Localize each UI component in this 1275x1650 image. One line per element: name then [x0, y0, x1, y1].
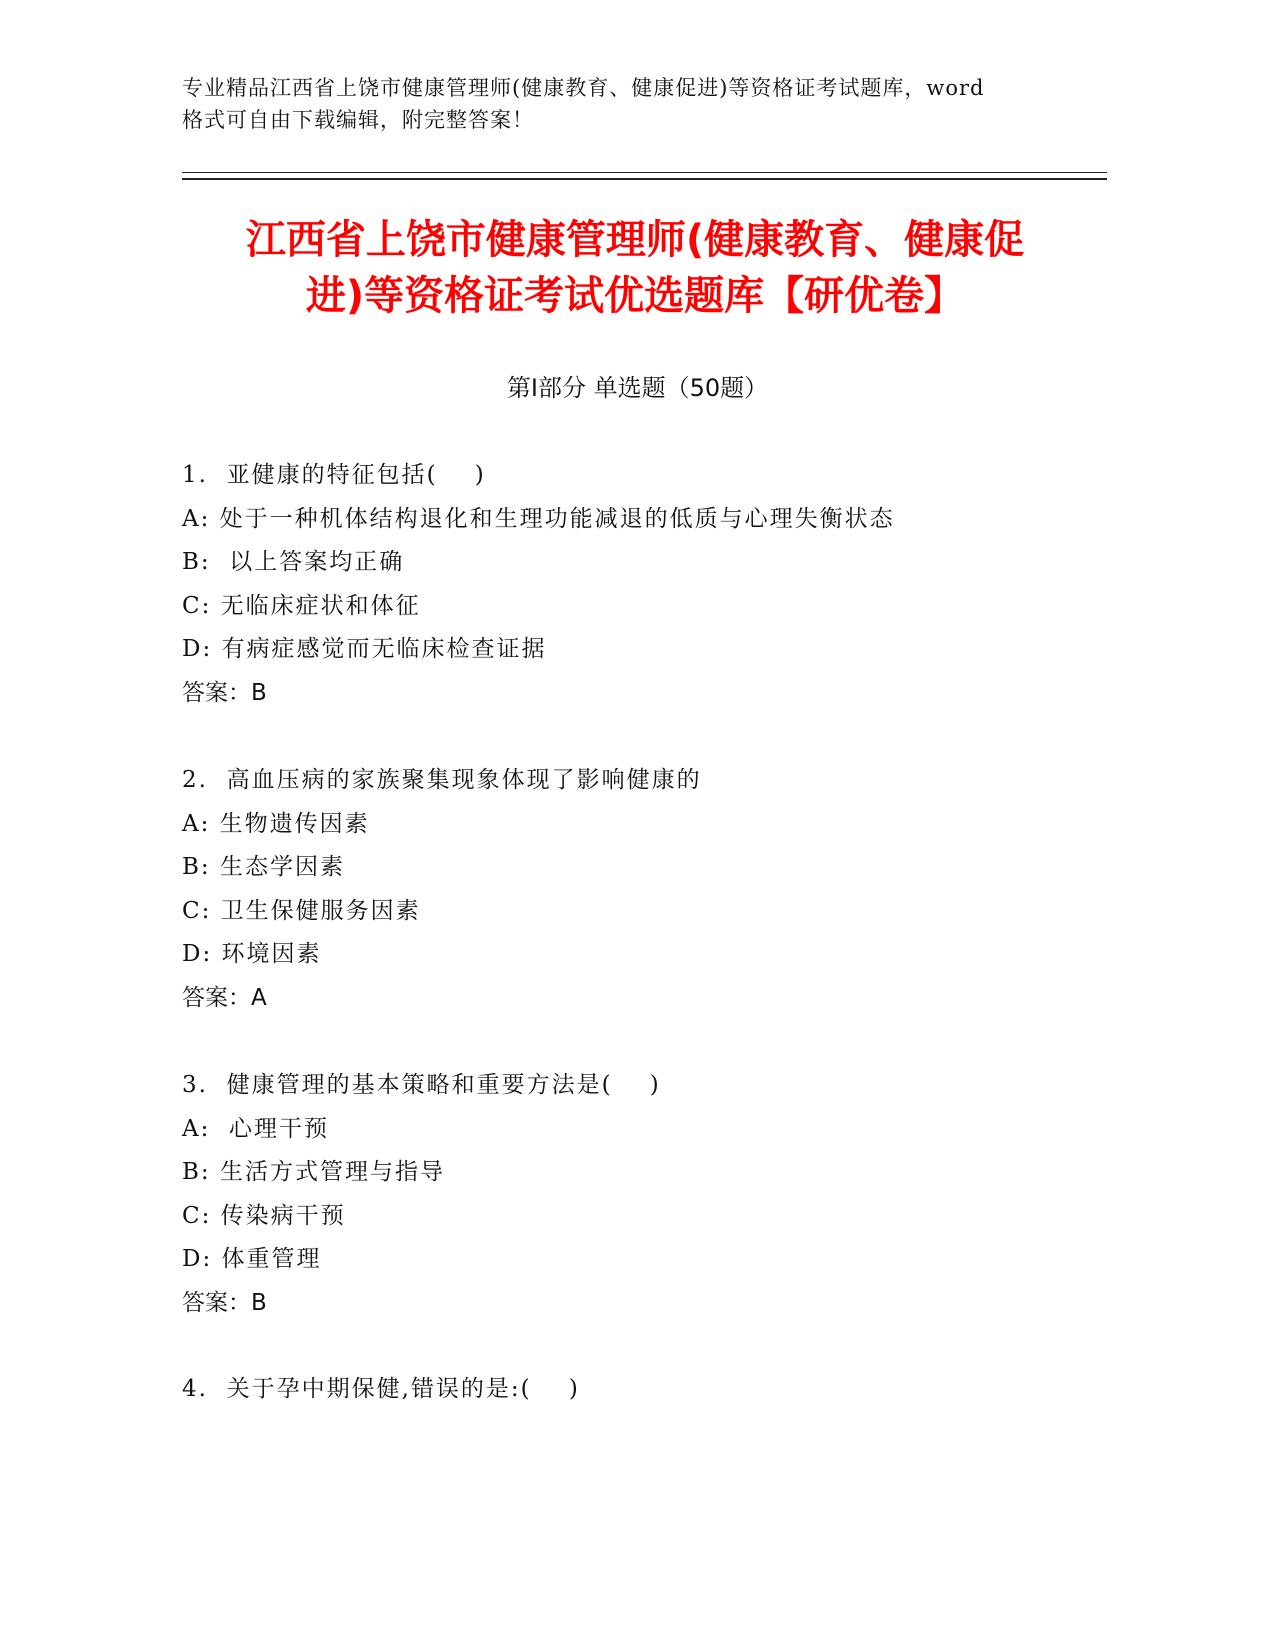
- option-a: A: 生物遗传因素: [182, 810, 370, 837]
- option-c: C: 卫生保健服务因素: [182, 897, 421, 924]
- question-stem: 1. 亚健康的特征包括( ): [182, 462, 486, 488]
- option-c: C: 传染病干预: [182, 1202, 346, 1229]
- document-title: [170, 212, 1100, 324]
- option-a: A: 处于一种机体结构退化和生理功能减退的低质与心理失衡状态: [182, 505, 895, 532]
- option-c: C: 无临床症状和体征: [182, 592, 421, 619]
- header-divider-thin: [182, 172, 1107, 173]
- header-note-line-1: 专业精品江西省上饶市健康管理师(健康教育、健康促进)等资格证考试题库，word: [182, 76, 985, 100]
- header-note-line-2: 格式可自由下载编辑，附完整答案！: [182, 108, 534, 132]
- question-2: [182, 759, 1082, 1021]
- answer-line: 答案：A: [182, 984, 267, 1011]
- question-3: [182, 1064, 1082, 1326]
- section-heading: 第Ⅰ部分 单选题（50题）: [506, 374, 769, 402]
- question-stem: 4. 关于孕中期保健,错误的是:( ): [182, 1376, 580, 1402]
- question-stem: 2. 高血压病的家族聚集现象体现了影响健康的: [182, 767, 702, 793]
- option-d: D: 有病症感觉而无临床检查证据: [182, 636, 547, 663]
- option-b: B: 以上答案均正确: [182, 549, 405, 576]
- option-b: B: 生态学因素: [182, 854, 345, 881]
- question-4: [182, 1368, 1082, 1412]
- header-divider-thick: [182, 178, 1107, 180]
- document-title-line-2: 进)等资格证考试优选题库【研优卷】: [305, 273, 965, 319]
- question-stem: 3. 健康管理的基本策略和重要方法是( ): [182, 1072, 661, 1098]
- option-d: D: 环境因素: [182, 941, 322, 968]
- question-1: [182, 454, 1082, 716]
- option-a: A: 心理干预: [182, 1115, 329, 1142]
- answer-line: 答案：B: [182, 679, 267, 706]
- document-title-line-1: 江西省上饶市健康管理师(健康教育、健康促: [245, 217, 1025, 263]
- option-d: D: 体重管理: [182, 1246, 322, 1273]
- header-note: [182, 72, 1082, 136]
- answer-line: 答案：B: [182, 1289, 267, 1316]
- option-b: B: 生活方式管理与指导: [182, 1159, 445, 1186]
